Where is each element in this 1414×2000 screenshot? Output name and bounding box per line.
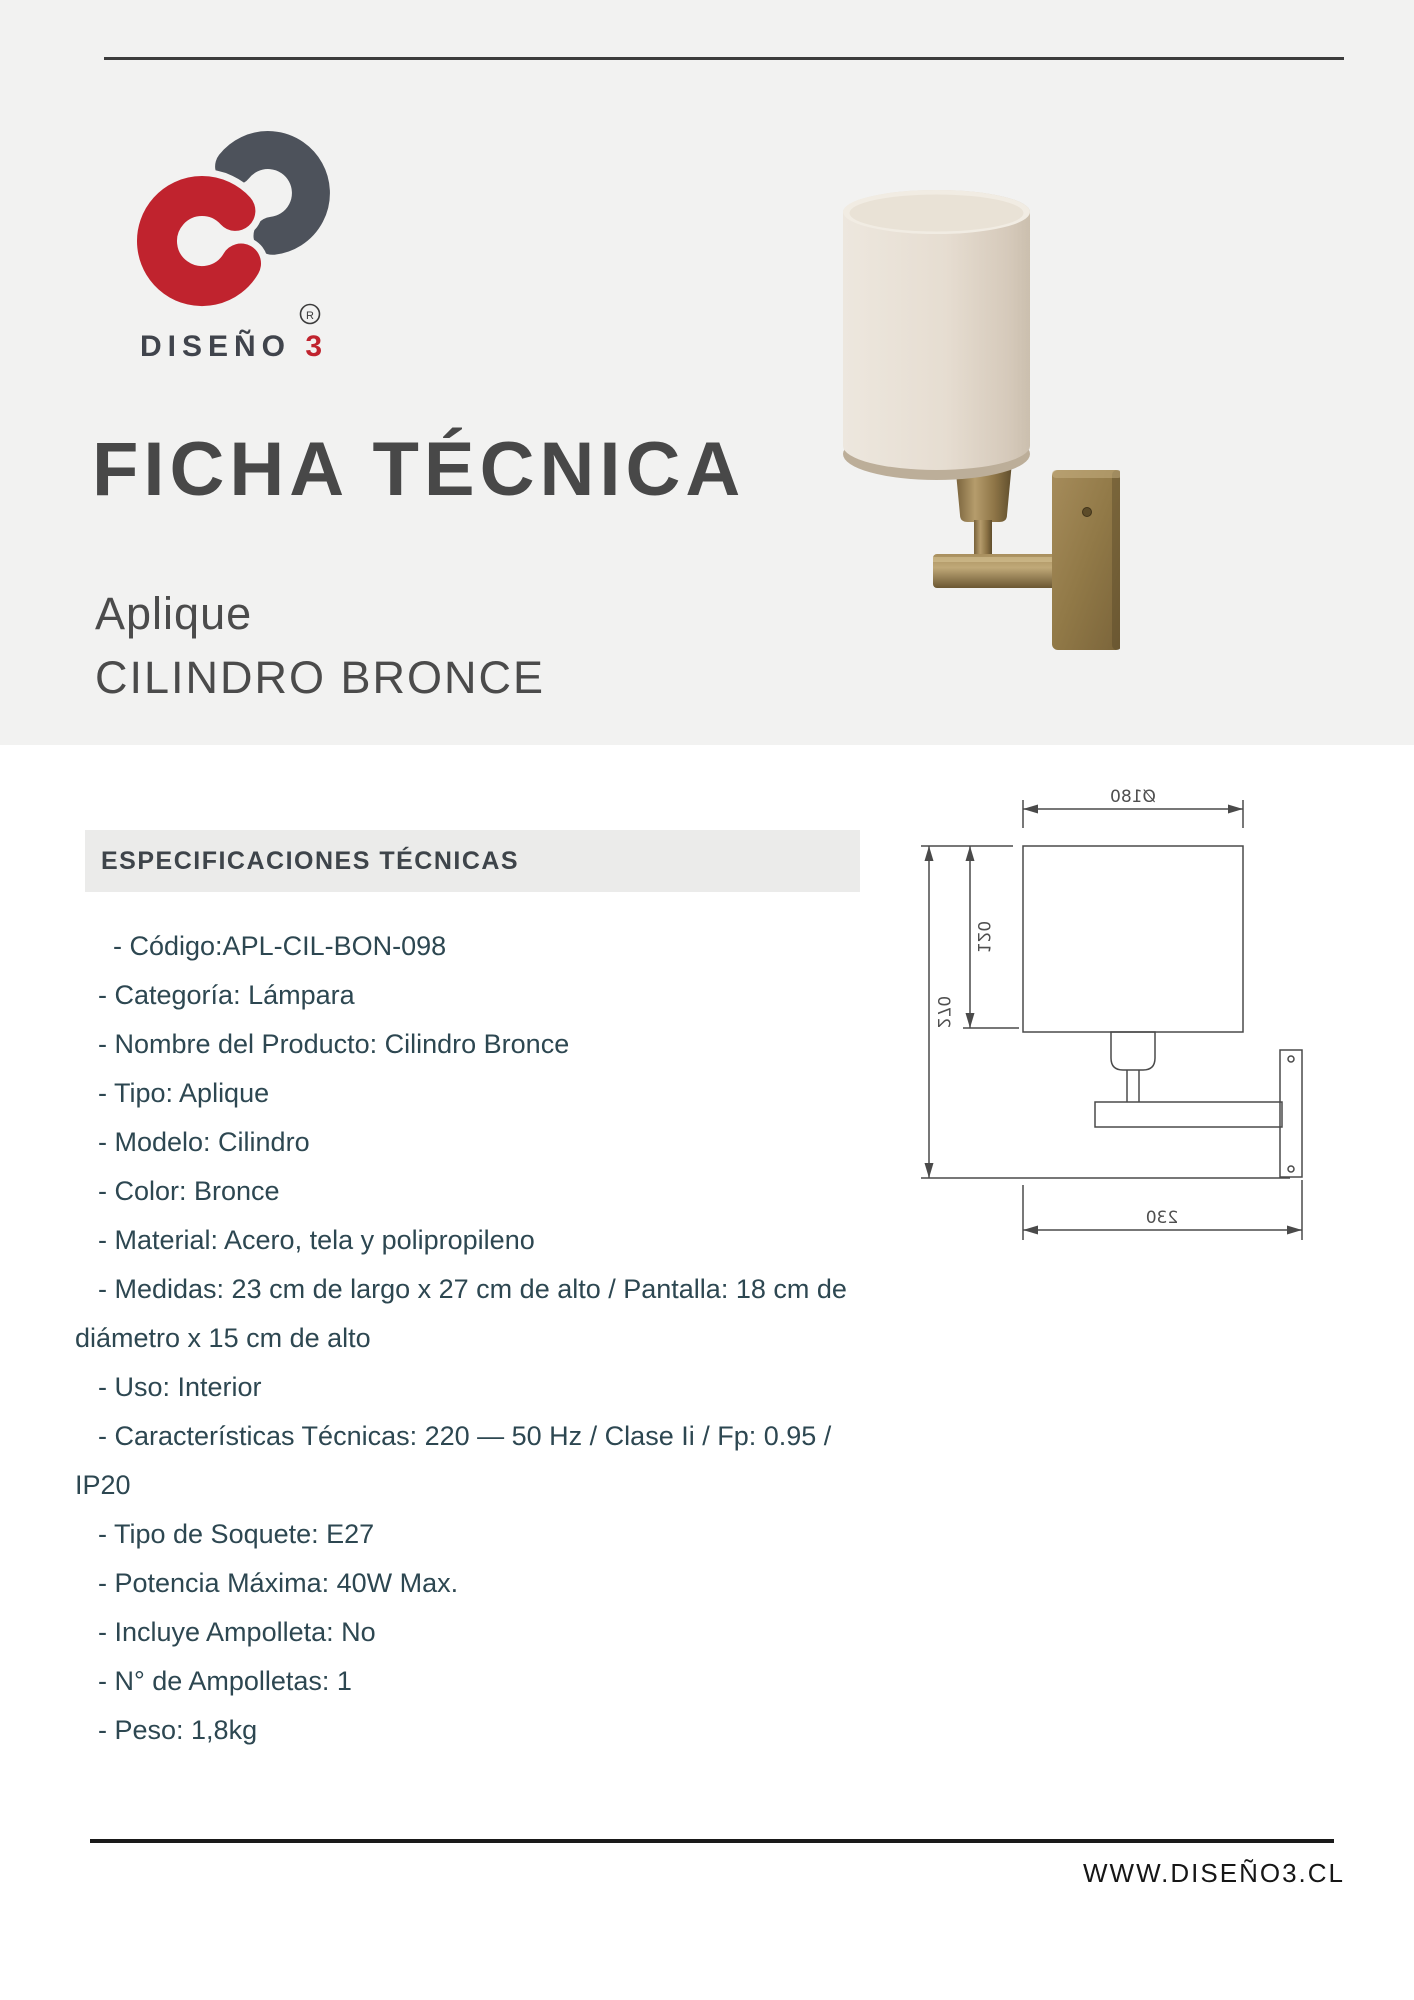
spec-line: - Tipo: Aplique (98, 1078, 270, 1108)
specs-section-header (85, 830, 860, 892)
spec-line-continuation: IP20 (75, 1470, 131, 1500)
spec-line: - Medidas: 23 cm de largo x 27 cm de alto / Pantalla: 18 cm de (98, 1274, 847, 1304)
svg-text:Ø180: Ø180 (1110, 787, 1156, 807)
footer-divider (90, 1839, 1334, 1843)
product-photo (640, 130, 1120, 660)
spec-item (0, 1608, 1090, 1657)
spec-line: - Material: Acero, tela y polipropileno (98, 1225, 535, 1255)
specs-section-title: ESPECIFICACIONES TÉCNICAS (101, 847, 520, 875)
brand-wordmark-accent: 3 (305, 330, 329, 363)
spec-line: - Nombre del Producto: Cilindro Bronce (98, 1029, 570, 1059)
svg-text:270: 270 (933, 995, 953, 1029)
logo-red-c-icon (157, 196, 241, 286)
brand-wordmark-text: DISEÑO (139, 330, 306, 363)
spec-item (0, 1706, 1090, 1755)
svg-text:120: 120 (973, 920, 993, 954)
drawing-arm-outline (1095, 1102, 1282, 1127)
spec-item (0, 1559, 1090, 1608)
spec-line: - Potencia Máxima: 40W Max. (98, 1568, 459, 1598)
spec-line: - Uso: Interior (98, 1372, 262, 1402)
svg-text:230: 230 (1145, 1208, 1179, 1228)
hero-section (0, 0, 1414, 745)
spec-item (0, 1363, 1090, 1412)
spec-item (0, 1412, 1090, 1510)
spec-line: - N° de Ampolletas: 1 (98, 1666, 352, 1696)
wall-plate (1052, 470, 1120, 660)
product-name-line: CILINDRO BRONCE (95, 652, 546, 703)
brand-wordmark (118, 330, 350, 364)
spec-line: - Peso: 1,8kg (98, 1715, 258, 1745)
product-type-line: Aplique (95, 588, 253, 639)
spec-line-continuation: diámetro x 15 cm de alto (75, 1323, 371, 1353)
dimension-label-total-height (933, 996, 953, 1028)
svg-text:R: R (306, 310, 314, 322)
spec-line: - Color: Bronce (98, 1176, 280, 1206)
drawing-socket-outline (1111, 1032, 1155, 1070)
spec-item (0, 1510, 1090, 1559)
spec-line: - Categoría: Lámpara (98, 980, 355, 1010)
dimension-label-diameter (1110, 787, 1156, 807)
top-divider (104, 57, 1344, 60)
spec-line: - Modelo: Cilindro (98, 1127, 310, 1157)
spec-line: - Características Técnicas: 220 — 50 Hz / Clase Ii / Fp: 0.95 / (98, 1421, 832, 1451)
spec-line: - Incluye Ampolleta: No (98, 1617, 376, 1647)
drawing-plate-outline (1280, 1050, 1302, 1177)
page-title: FICHA TÉCNICA (92, 427, 746, 512)
spec-line: - Código:APL-CIL-BON-098 (113, 931, 447, 961)
brand-logo (128, 124, 340, 336)
lamp-arm (933, 554, 1069, 588)
drawing-shade-outline (1023, 846, 1243, 1032)
technical-drawing (915, 780, 1315, 1250)
lamp-shade (843, 190, 1030, 480)
spec-item (0, 1265, 1090, 1363)
spec-item (0, 1657, 1090, 1706)
dimension-label-depth (1146, 1208, 1178, 1228)
dimension-label-shade-height (973, 921, 993, 953)
plate-screw-icon (1083, 508, 1092, 517)
spec-line: - Tipo de Soquete: E27 (98, 1519, 375, 1549)
registered-trademark-icon (301, 305, 320, 324)
footer-website: WWW.DISEÑO3.CL (1082, 1858, 1345, 1888)
